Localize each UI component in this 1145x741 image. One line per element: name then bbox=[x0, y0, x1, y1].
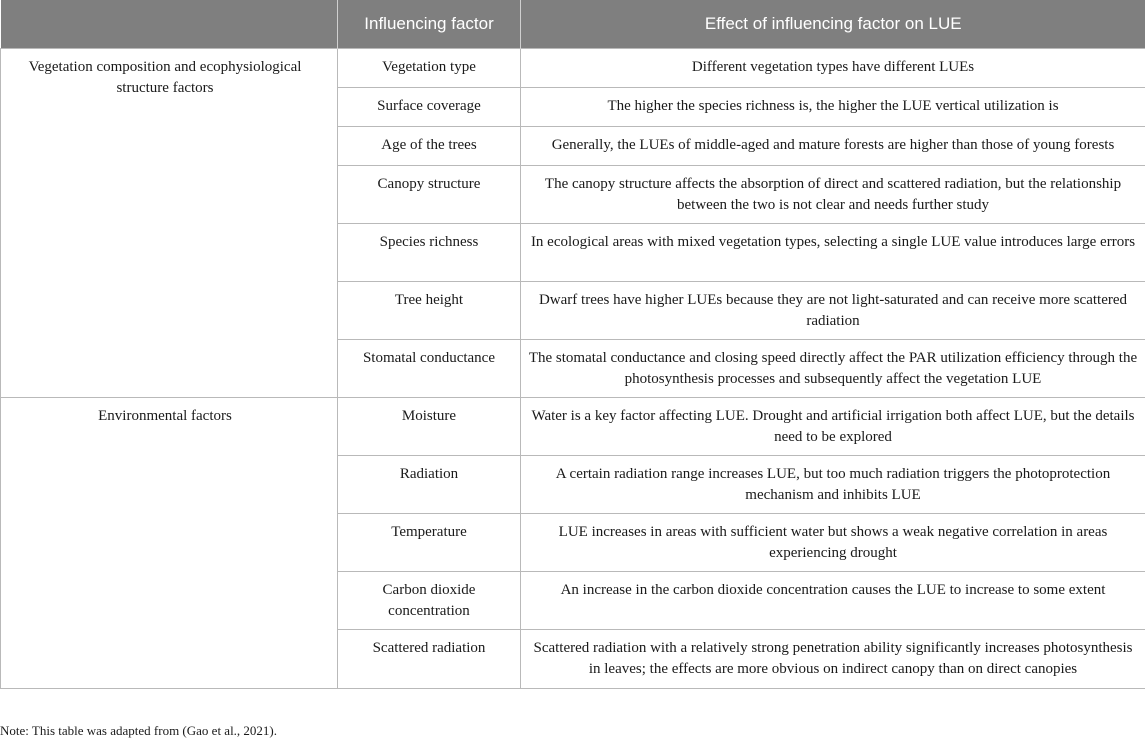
table-row bbox=[1, 397, 1145, 455]
effect-cell: An increase in the carbon dioxide concentration causes the LUE to increase to some extent bbox=[521, 571, 1145, 629]
factor-cell: Age of the trees bbox=[338, 126, 521, 165]
effect-cell: The stomatal conductance and closing speed directly affect the PAR utilization efficiency through the photosynthesis processes and subsequently affect the vegetation LUE bbox=[521, 339, 1145, 397]
effect-cell: Generally, the LUEs of middle-aged and mature forests are higher than those of young forests bbox=[521, 126, 1145, 165]
effect-cell: LUE increases in areas with sufficient water but shows a weak negative correlation in areas experiencing drought bbox=[521, 513, 1145, 571]
effect-cell: The higher the species richness is, the higher the LUE vertical utilization is bbox=[521, 87, 1145, 126]
factor-cell: Scattered radiation bbox=[338, 629, 521, 688]
header-row bbox=[1, 0, 1145, 48]
category-cell: Vegetation composition and ecophysiological structure factors bbox=[1, 48, 338, 397]
effect-cell: The canopy structure affects the absorption of direct and scattered radiation, but the relationship between the two is not clear and needs further study bbox=[521, 165, 1145, 223]
factor-cell: Vegetation type bbox=[338, 48, 521, 87]
factor-cell: Radiation bbox=[338, 455, 521, 513]
factor-cell: Moisture bbox=[338, 397, 521, 455]
factor-cell: Temperature bbox=[338, 513, 521, 571]
table-row bbox=[1, 48, 1145, 87]
effect-cell: Different vegetation types have different LUEs bbox=[521, 48, 1145, 87]
effect-cell: Dwarf trees have higher LUEs because they are not light-saturated and can receive more scattered radiation bbox=[521, 281, 1145, 339]
header-influencing-factor: Influencing factor bbox=[338, 0, 521, 48]
category-cell: Environmental factors bbox=[1, 397, 338, 688]
factor-cell: Tree height bbox=[338, 281, 521, 339]
table-note: Note: This table was adapted from (Gao et al., 2021). bbox=[0, 723, 278, 738]
factor-cell: Stomatal conductance bbox=[338, 339, 521, 397]
header-effect: Effect of influencing factor on LUE bbox=[521, 0, 1145, 48]
factor-cell: Species richness bbox=[338, 223, 521, 281]
factor-cell: Surface coverage bbox=[338, 87, 521, 126]
factor-cell: Canopy structure bbox=[338, 165, 521, 223]
factor-cell: Carbon dioxide concentration bbox=[338, 571, 521, 629]
effect-cell: A certain radiation range increases LUE, but too much radiation triggers the photoprotection mechanism and inhibits LUE bbox=[521, 455, 1145, 513]
header-category bbox=[1, 0, 338, 48]
effect-cell: Scattered radiation with a relatively strong penetration ability significantly increases photosynthesis in leaves; the effects are more obvious on indirect canopy than on direct canopies bbox=[521, 629, 1145, 688]
effect-cell: In ecological areas with mixed vegetation types, selecting a single LUE value introduces large errors bbox=[521, 223, 1145, 281]
effect-cell: Water is a key factor affecting LUE. Drought and artificial irrigation both affect LUE, but the details need to be explored bbox=[521, 397, 1145, 455]
